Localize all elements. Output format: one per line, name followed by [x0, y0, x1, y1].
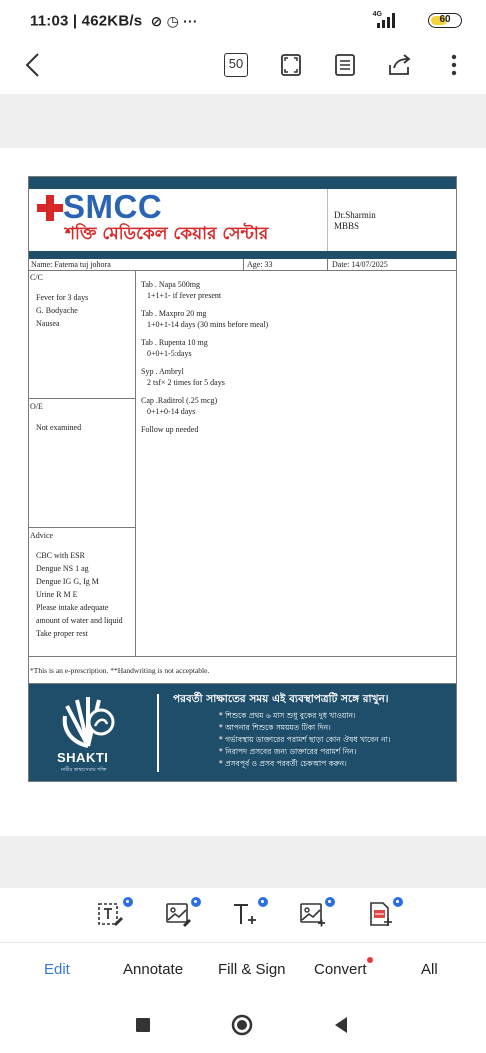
cc-list — [36, 291, 88, 330]
medication-item — [141, 395, 451, 417]
medication-item — [141, 279, 451, 301]
status-left — [30, 12, 198, 30]
list-item: * আপনার শিশুকে সময়মত টিকা দিন। — [219, 723, 331, 732]
footer-title: পরবর্তী সাক্ষাতের সময় এই ব্যবস্থাপত্রটি সঙ্গে রাখুন। — [173, 693, 389, 705]
medication-name: Cap .Raditrol (.25 mcg) — [141, 396, 218, 405]
add-text-icon — [231, 900, 259, 928]
tab-annotate[interactable]: Annotate — [123, 961, 184, 978]
edit-tools-row — [0, 888, 486, 942]
medical-cross-icon — [37, 195, 63, 221]
document-view-icon — [334, 53, 356, 77]
tab-edit[interactable]: Edit — [44, 961, 70, 978]
share-icon — [387, 53, 413, 77]
patient-age: Age: 33 — [243, 259, 329, 270]
chevron-left-icon — [24, 52, 42, 78]
list-item: Dengue IG G, Ig M — [36, 577, 99, 586]
top-toolbar — [0, 42, 486, 92]
prescription-date: Date: 14/07/2025 — [327, 259, 388, 270]
add-text-tool[interactable] — [231, 898, 263, 930]
new-badge — [392, 896, 404, 908]
viewer-gap-bottom — [0, 836, 486, 888]
list-item: * শিশুকে প্রথম ৬ মাস শুধু বুকের দুধ খাওয়ান। — [219, 711, 356, 720]
e-prescription-note: *This is an e-prescription. **Handwriting is not acceptable. — [29, 656, 456, 684]
header-bar-bottom — [29, 251, 456, 259]
edit-text-tool[interactable] — [96, 898, 128, 930]
list-item: G. Bodyache — [36, 306, 78, 315]
status-right — [362, 10, 462, 30]
follow-up-note: Follow up needed — [141, 425, 199, 434]
tab-all[interactable]: All — [421, 961, 438, 978]
section-divider — [29, 398, 136, 399]
list-item: Take proper rest — [36, 629, 88, 638]
system-nav-bar — [0, 996, 486, 1053]
new-badge — [257, 896, 269, 908]
list-item: * নিরাপদ প্রসবের জন্য ডাক্তারের পরামর্শ নিন। — [219, 747, 357, 756]
doctor-info — [334, 210, 376, 232]
add-image-tool[interactable] — [298, 898, 330, 930]
network-label: 4G — [372, 11, 382, 18]
prescription-page[interactable] — [28, 176, 457, 782]
page-count: 50 — [224, 53, 248, 77]
status-bar — [0, 0, 486, 42]
new-badge — [122, 896, 134, 908]
list-item: Please intake adequate — [36, 603, 109, 612]
medication-item — [141, 308, 451, 330]
pdf-convert-icon — [366, 900, 394, 928]
list-item: Nausea — [36, 319, 60, 328]
section-divider — [29, 527, 136, 528]
doctor-degree: MBBS — [334, 221, 360, 231]
status-time-speed: 11:03 | 462KB/s — [30, 12, 143, 30]
recent-apps-button[interactable] — [132, 1014, 154, 1036]
list-item: Dengue NS 1 ag — [36, 564, 89, 573]
shakti-logo-icon — [57, 694, 119, 748]
header-divider — [327, 189, 328, 251]
viewer-gap-top — [0, 94, 486, 148]
back-button[interactable] — [18, 50, 48, 80]
new-badge — [190, 896, 202, 908]
notification-dot — [367, 957, 373, 963]
clinic-name: শক্তি মেডিকেল কেয়ার সেন্টার — [65, 224, 269, 244]
oe-title: O/E — [30, 402, 43, 411]
page-count-button[interactable] — [221, 50, 251, 80]
footer-advice-list — [219, 710, 390, 770]
more-options-button[interactable] — [439, 50, 469, 80]
status-icons: ⊘ ◷ ··· — [150, 12, 198, 29]
medication-item — [141, 366, 451, 388]
battery-icon — [428, 13, 462, 28]
back-nav-button[interactable] — [330, 1014, 352, 1036]
medication-name: Tab . Maxpro 20 mg — [141, 309, 207, 318]
reading-mode-button[interactable] — [330, 50, 360, 80]
footer-brand: SHAKTI — [57, 750, 109, 765]
list-item: * গর্ভাবস্থায় ডাক্তারের পরামর্শ ছাড়া কোন ঔষধ খাবেন না। — [219, 735, 391, 744]
fit-page-icon — [280, 53, 302, 77]
medication-dose: 1+1+1- if fever present — [147, 291, 222, 300]
medication-dose: 0+1+0-14 days — [147, 407, 196, 416]
tab-fill-sign[interactable]: Fill & Sign — [218, 961, 286, 978]
list-item: Urine R M E — [36, 590, 78, 599]
oe-list — [36, 421, 81, 434]
battery-level: 60 — [439, 14, 451, 25]
list-item: Fever for 3 days — [36, 293, 89, 302]
clinic-logo-text: SMCC — [63, 188, 163, 225]
medication-dose: 1+0+1-14 days (30 mins before meal) — [147, 320, 269, 329]
doctor-name: Dr.Sharmin — [334, 210, 376, 220]
medication-dose: 2 tsf× 2 times for 5 days — [147, 378, 225, 387]
text-edit-icon — [96, 900, 124, 928]
advice-title: Advice — [30, 531, 54, 540]
convert-pdf-tool[interactable] — [366, 898, 398, 930]
medication-name: Tab . Napa 500mg — [141, 280, 200, 289]
edit-image-tool[interactable] — [164, 898, 196, 930]
medication-dose: 0+0+1-5:days — [147, 349, 192, 358]
medication-list — [141, 279, 451, 435]
tab-convert-label: Convert — [314, 961, 367, 978]
share-button[interactable] — [385, 50, 415, 80]
tab-convert[interactable] — [314, 961, 367, 978]
cc-title: C/C — [30, 273, 43, 282]
list-item: * প্রসবপূর্ব ও প্রসব পরবর্তী চেকআপ করুন। — [219, 759, 347, 768]
footer-divider — [157, 694, 159, 772]
patient-name: Name: Fatema tuj johora — [31, 260, 111, 269]
list-item: amount of water and liquid — [36, 616, 123, 625]
advice-list — [36, 549, 123, 640]
clinic-header — [29, 189, 456, 251]
more-vertical-icon — [450, 53, 458, 77]
medication-name: Syp . Ambryl — [141, 367, 184, 376]
new-badge — [324, 896, 336, 908]
list-item: Not examined — [36, 423, 82, 432]
footer-tagline: নারীর স্বাস্থ্যসেবায় শক্তি — [61, 767, 107, 773]
list-item: CBC with ESR — [36, 551, 85, 560]
square-icon — [132, 1014, 154, 1036]
triangle-back-icon — [330, 1014, 352, 1036]
clinical-notes-column — [29, 271, 136, 656]
medication-item — [141, 337, 451, 359]
medication-name: Tab . Rupenta 10 mg — [141, 338, 208, 347]
image-edit-icon — [164, 900, 192, 928]
fit-page-button[interactable] — [276, 50, 306, 80]
signal-icon — [376, 12, 400, 28]
bottom-tab-bar — [0, 942, 486, 996]
patient-info-row — [29, 259, 456, 271]
home-circle-icon — [231, 1014, 253, 1036]
add-image-icon — [298, 900, 326, 928]
home-button[interactable] — [231, 1014, 253, 1036]
clinic-footer — [29, 684, 456, 781]
